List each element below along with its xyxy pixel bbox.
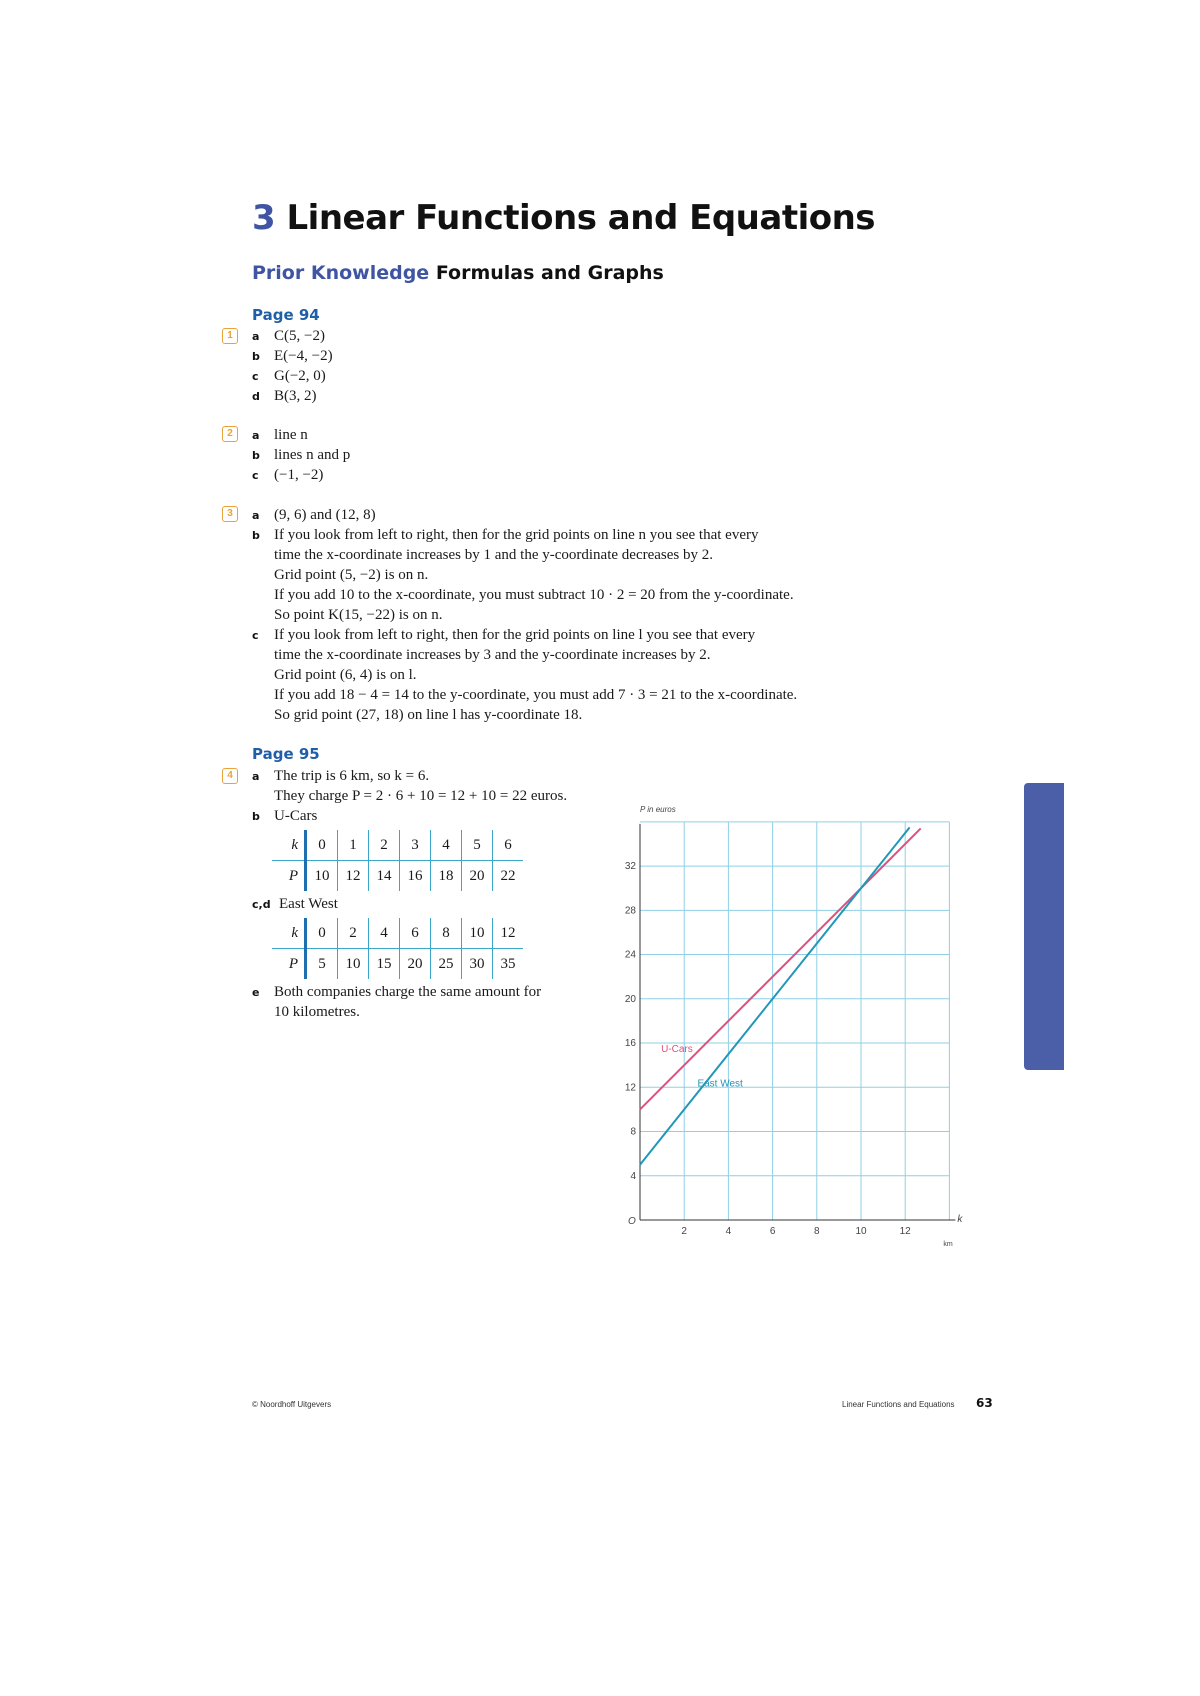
cost-comparison-chart bbox=[600, 790, 963, 1250]
q4a-label: a bbox=[252, 770, 260, 783]
q3c-label: c bbox=[252, 629, 259, 642]
table-cell: 5 bbox=[306, 949, 338, 980]
table-cell: 30 bbox=[462, 949, 493, 980]
q2a-text: line n bbox=[274, 427, 308, 443]
y-tick-label: 12 bbox=[624, 1082, 636, 1094]
q3b-line: If you look from left to right, then for the grid points on line n you see that every bbox=[274, 527, 759, 543]
x-tick-label: 6 bbox=[769, 1226, 776, 1237]
question-4-number: 4 bbox=[222, 768, 238, 784]
table-cell: 10 bbox=[462, 918, 493, 949]
table-cell: 20 bbox=[400, 949, 431, 980]
table-cell: 16 bbox=[400, 861, 431, 892]
table-cell: P bbox=[272, 861, 306, 892]
q1a-label: a bbox=[252, 330, 260, 343]
x-axis-unit: km bbox=[943, 1241, 953, 1248]
q4cd-text: East West bbox=[279, 896, 338, 912]
x-tick-label: 12 bbox=[899, 1226, 911, 1237]
table-cell: k bbox=[272, 918, 306, 949]
origin-label: O bbox=[628, 1216, 636, 1227]
y-tick-label: 28 bbox=[624, 905, 636, 917]
q2b-text: lines n and p bbox=[274, 447, 351, 463]
q4a-line: The trip is 6 km, so k = 6. bbox=[274, 768, 430, 784]
side-tab-marker bbox=[1024, 783, 1064, 1070]
series-label-east-west: East West bbox=[697, 1078, 743, 1090]
y-tick-label: 32 bbox=[624, 861, 636, 873]
x-tick-label: 4 bbox=[725, 1226, 732, 1237]
q3b-line: Grid point (5, −2) is on n. bbox=[274, 567, 429, 583]
chapter-number: 3 bbox=[252, 198, 276, 238]
x-tick-label: 8 bbox=[814, 1226, 820, 1237]
q4b-label: b bbox=[252, 810, 260, 823]
table-cell: 10 bbox=[338, 949, 369, 980]
table-cell: 1 bbox=[338, 830, 369, 861]
q4e-label: e bbox=[252, 986, 260, 999]
page-94-heading: Page 94 bbox=[252, 306, 320, 324]
table-cell: 25 bbox=[431, 949, 462, 980]
q2b-label: b bbox=[252, 449, 260, 462]
q1c-text: G(−2, 0) bbox=[274, 368, 326, 384]
table-cell: 0 bbox=[306, 830, 338, 861]
table-cell: 3 bbox=[400, 830, 431, 861]
q1b-label: b bbox=[252, 350, 260, 363]
question-2-number: 2 bbox=[222, 426, 238, 442]
q3c-line: If you add 18 − 4 = 14 to the y-coordinate, you must add 7 · 3 = 21 to the x-coordinate. bbox=[274, 687, 798, 703]
east-west-table bbox=[272, 918, 523, 979]
table-cell: 2 bbox=[338, 918, 369, 949]
q2a-label: a bbox=[252, 429, 260, 442]
table-cell: 12 bbox=[338, 861, 369, 892]
section-topic: Formulas and Graphs bbox=[435, 262, 664, 284]
table-cell: 6 bbox=[493, 830, 524, 861]
q1b-text: E(−4, −2) bbox=[274, 348, 333, 364]
chapter-title-text: Linear Functions and Equations bbox=[286, 198, 876, 238]
page-95-heading: Page 95 bbox=[252, 745, 320, 763]
page-number: 63 bbox=[976, 1396, 993, 1410]
q3a-label: a bbox=[252, 509, 260, 522]
q3b-line: If you add 10 to the x-coordinate, you must subtract 10 · 2 = 20 from the y-coordinate. bbox=[274, 587, 794, 603]
x-tick-label: 10 bbox=[855, 1226, 867, 1237]
y-tick-label: 20 bbox=[624, 993, 636, 1005]
q4cd-label: c,d bbox=[252, 898, 271, 911]
table-cell: 0 bbox=[306, 918, 338, 949]
table-cell: 35 bbox=[500, 955, 516, 972]
table-cell: 15 bbox=[369, 949, 400, 980]
q1d-text: B(3, 2) bbox=[274, 388, 317, 404]
y-tick-label: 24 bbox=[624, 949, 636, 961]
series-label-u-cars: U-Cars bbox=[661, 1044, 693, 1056]
question-3-number: 3 bbox=[222, 506, 238, 522]
table-cell: 6 bbox=[400, 918, 431, 949]
q1c-label: c bbox=[252, 370, 259, 383]
q3a-text: (9, 6) and (12, 8) bbox=[274, 507, 376, 523]
table-cell: 2 bbox=[369, 830, 400, 861]
series-line-u-cars bbox=[640, 828, 921, 1109]
x-tick-label: 2 bbox=[681, 1226, 687, 1237]
q1d-label: d bbox=[252, 390, 260, 403]
x-axis-label: k bbox=[957, 1214, 963, 1225]
table-cell: P bbox=[272, 949, 306, 980]
q3c-line: If you look from left to right, then for the grid points on line l you see that every bbox=[274, 627, 756, 643]
table-cell: 12 bbox=[493, 918, 524, 949]
q2c-text: (−1, −2) bbox=[274, 467, 324, 483]
section-title bbox=[252, 262, 664, 284]
footer-copyright: © Noordhoff Uitgevers bbox=[252, 1400, 332, 1409]
prior-knowledge-label: Prior Knowledge bbox=[252, 262, 430, 284]
table-cell: 10 bbox=[306, 861, 338, 892]
q3b-label: b bbox=[252, 529, 260, 542]
q3b-line: So point K(15, −22) is on n. bbox=[274, 607, 443, 623]
q2c-label: c bbox=[252, 469, 259, 482]
q3b-line: time the x-coordinate increases by 1 and the y-coordinate decreases by 2. bbox=[274, 547, 713, 563]
q4b-text: U-Cars bbox=[274, 808, 318, 824]
y-tick-label: 16 bbox=[624, 1038, 636, 1050]
table-cell: 4 bbox=[369, 918, 400, 949]
series-line-east-west bbox=[640, 827, 910, 1164]
y-tick-label: 4 bbox=[630, 1170, 636, 1182]
table-cell: 5 bbox=[462, 830, 493, 861]
table-cell: 8 bbox=[431, 918, 462, 949]
footer-chapter-title: Linear Functions and Equations bbox=[842, 1400, 955, 1409]
q4e-line: 10 kilometres. bbox=[274, 1004, 360, 1020]
q4a-line: They charge P = 2 · 6 + 10 = 12 + 10 = 22 euros. bbox=[274, 788, 568, 804]
chapter-title bbox=[252, 198, 875, 238]
y-axis-label: P in euros bbox=[640, 804, 676, 814]
q1a-text: C(5, −2) bbox=[274, 328, 325, 344]
q3c-line: time the x-coordinate increases by 3 and the y-coordinate increases by 2. bbox=[274, 647, 711, 663]
y-tick-label: 8 bbox=[630, 1126, 636, 1138]
q3c-line: So grid point (27, 18) on line l has y-coordinate 18. bbox=[274, 707, 583, 723]
table-cell: k bbox=[272, 830, 306, 861]
table-cell: 4 bbox=[431, 830, 462, 861]
table-cell: 20 bbox=[462, 861, 493, 892]
table-cell: 22 bbox=[500, 867, 516, 884]
table-cell: 14 bbox=[369, 861, 400, 892]
q3c-line: Grid point (6, 4) is on l. bbox=[274, 667, 417, 683]
q4e-line: Both companies charge the same amount for bbox=[274, 984, 542, 1000]
question-1-number: 1 bbox=[222, 328, 238, 344]
u-cars-table bbox=[272, 830, 523, 891]
table-cell: 18 bbox=[431, 861, 462, 892]
